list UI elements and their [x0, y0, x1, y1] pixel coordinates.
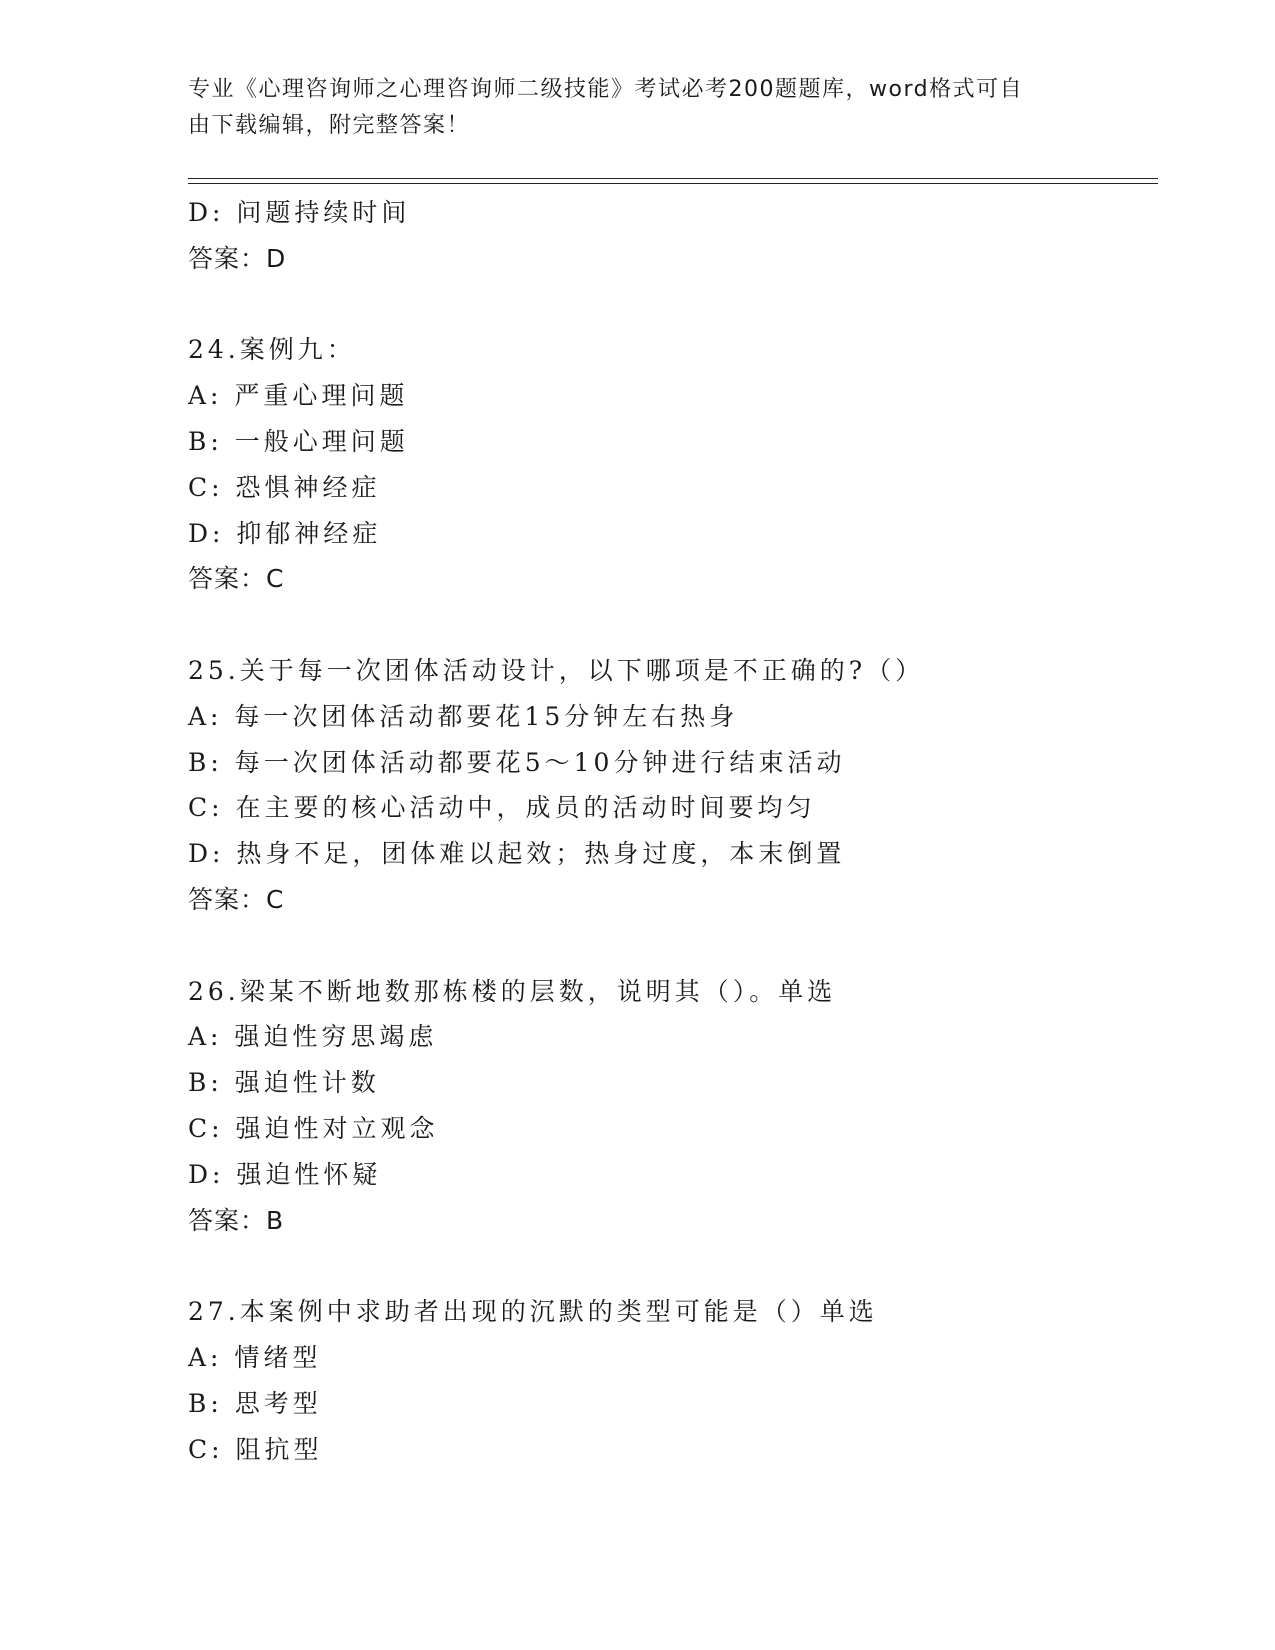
option-c: C: 恐惧神经症	[188, 472, 381, 502]
option-b: B: 一般心理问题	[188, 426, 409, 456]
spacer	[188, 923, 1138, 969]
option-a: A: 强迫性穷思竭虑	[188, 1022, 438, 1052]
answer-line: 答案：C	[188, 564, 285, 594]
header-line-2: 由下载编辑，附完整答案！	[188, 113, 471, 138]
header-line-1: 专业《心理咨询师之心理咨询师二级技能》考试必考200题题库，word格式可自	[188, 77, 1024, 102]
option-c: C: 在主要的核心活动中，成员的活动时间要均匀	[188, 793, 816, 823]
option-c: C: 阻抗型	[188, 1434, 323, 1464]
question-list	[188, 190, 1138, 1472]
header-divider-bottom	[188, 183, 1158, 184]
option-d: D: 抑郁神经症	[188, 518, 382, 548]
question-stem: 26.梁某不断地数那栋楼的层数，说明其（）。单选	[188, 976, 837, 1006]
document-header	[188, 72, 1088, 144]
question-stem: 27.本案例中求助者出现的沉默的类型可能是（）单选	[188, 1297, 878, 1327]
option-d: D: 强迫性怀疑	[188, 1159, 382, 1189]
question-27	[188, 1289, 1138, 1472]
answer-line: 答案：D	[188, 243, 287, 273]
header-divider-top	[188, 178, 1158, 179]
option-c: C: 强迫性对立观念	[188, 1113, 439, 1143]
question-26	[188, 969, 1138, 1244]
spacer	[188, 1243, 1138, 1289]
option-b: B: 每一次团体活动都要花5～10分钟进行结束活动	[188, 747, 846, 777]
question-stem: 24.案例九：	[188, 335, 356, 365]
option-d: D: 问题持续时间	[188, 198, 411, 227]
option-d: D: 热身不足，团体难以起效；热身过度，本末倒置	[188, 839, 846, 869]
question-25	[188, 648, 1138, 923]
spacer	[188, 282, 1138, 328]
option-a: A: 每一次团体活动都要花15分钟左右热身	[188, 701, 739, 731]
answer-line: 答案：B	[188, 1205, 285, 1235]
question-24	[188, 327, 1138, 602]
option-a: A: 严重心理问题	[188, 381, 409, 411]
answer-line: 答案：C	[188, 884, 285, 914]
option-a: A: 情绪型	[188, 1342, 322, 1372]
option-b: B: 思考型	[188, 1388, 322, 1418]
question-stem: 25.关于每一次团体活动设计，以下哪项是不正确的?（）	[188, 655, 925, 685]
option-b: B: 强迫性计数	[188, 1068, 380, 1098]
spacer	[188, 602, 1138, 648]
